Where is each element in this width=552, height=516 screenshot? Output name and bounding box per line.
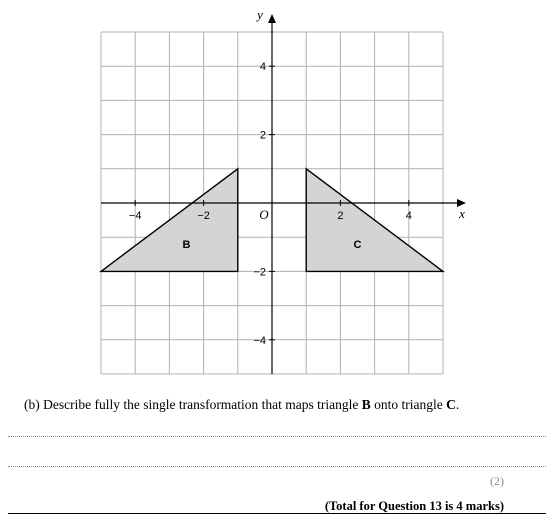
triangle-label-c: C	[353, 239, 362, 252]
question-total: (Total for Question 13 is 4 marks)	[324, 499, 504, 513]
marks-label: (2)	[490, 474, 504, 488]
origin-label: O	[259, 207, 269, 222]
y-axis-label: y	[257, 7, 263, 22]
triangle-label-b: B	[182, 239, 191, 252]
y-tick-label: 4	[259, 61, 266, 74]
x-tick-label: 4	[405, 210, 412, 222]
question-text: (b) Describe fully the single transformation that maps triangle B onto triangle C.	[24, 397, 460, 412]
y-tick-label: −2	[253, 266, 266, 279]
x-tick-label: 2	[337, 210, 344, 222]
x-tick-label: −2	[197, 210, 210, 222]
triangle-b-ref: B	[361, 397, 371, 412]
x-tick-label: −4	[128, 210, 142, 222]
answer-line-1[interactable]	[8, 436, 546, 437]
y-tick-label: 2	[259, 129, 266, 142]
x-axis-label: x	[459, 206, 465, 221]
answer-line-2[interactable]	[8, 466, 546, 467]
triangle-c-ref: C	[446, 397, 456, 412]
bottom-rule	[8, 513, 546, 514]
y-axis-arrow	[268, 14, 276, 23]
y-tick-label: −4	[253, 334, 266, 347]
